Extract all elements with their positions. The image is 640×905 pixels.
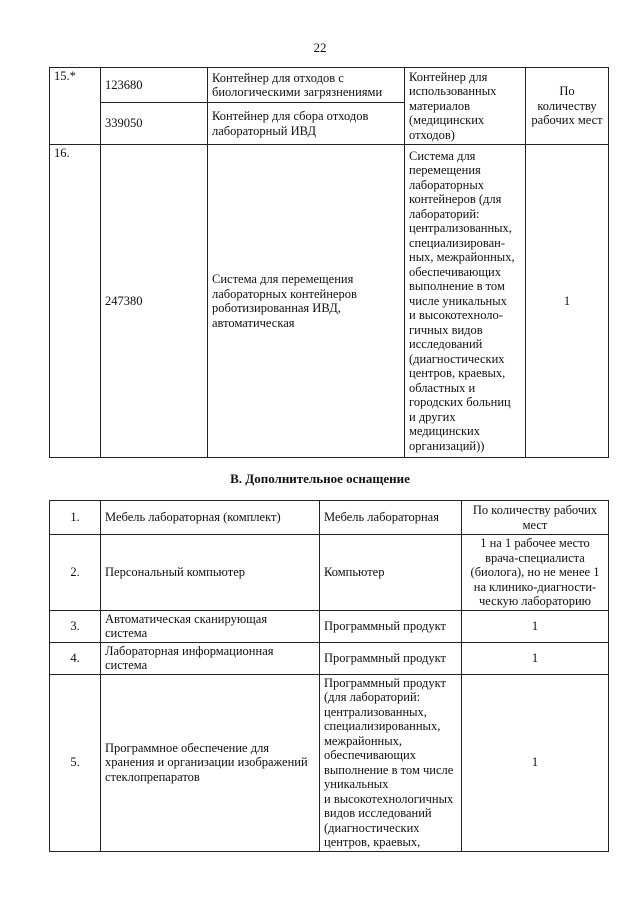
purpose-cell: Компьютер (320, 535, 462, 611)
quantity-cell: 1 (462, 674, 609, 851)
name-cell: Программное обеспечение для хранения и организации изображений стеклопрепаратов (101, 674, 320, 851)
additional-equipment-table (49, 500, 609, 852)
name-cell: Лабораторная информационная система (101, 642, 320, 674)
name-cell: Мебель лабораторная (комплект) (101, 501, 320, 535)
code-cell: 339050 (101, 103, 208, 145)
quantity-cell: 1 (462, 642, 609, 674)
row-number-cell: 16. (50, 145, 101, 458)
purpose-cell: Программный продукт (для лабораторий: централизованных, специализированных, межрайонных, обеспечивающих выполнение в том числе уникальных и высокотехнологичных видов исследований (диагностических центров, краевых, (320, 674, 462, 851)
table-row (50, 674, 609, 851)
row-number-cell: 5. (50, 674, 101, 851)
table-row (50, 68, 609, 103)
row-number-cell: 3. (50, 610, 101, 642)
code-cell: 247380 (101, 145, 208, 458)
purpose-cell: Программный продукт (320, 642, 462, 674)
purpose-cell: Программный продукт (320, 610, 462, 642)
row-number-cell: 2. (50, 535, 101, 611)
equipment-table-main (49, 67, 609, 458)
row-number-cell: 1. (50, 501, 101, 535)
table-row (50, 610, 609, 642)
quantity-cell: По количеству рабочих мест (462, 501, 609, 535)
row-number-cell: 4. (50, 642, 101, 674)
table-row (50, 535, 609, 611)
purpose-cell: Система для перемещения лабораторных контейнеров (для лабораторий: централизованных, специализирован- ных, межрайонных, обеспечивающих выполнение в том числе уникальных и высокотехноло- гичных видов исследований (диагностических центров, краевых, областных и городских больниц и других медицинских организаций)) (405, 145, 526, 458)
table-row (50, 642, 609, 674)
name-cell: Автоматическая сканирующая система (101, 610, 320, 642)
table-row (50, 145, 609, 458)
section-heading: В. Дополнительное оснащение (230, 471, 410, 486)
quantity-cell: 1 на 1 рабочее место врача-специалиста (биолога), но не менее 1 на клинико-диагности- ческую лабораторию (462, 535, 609, 611)
name-cell: Система для перемещения лабораторных контейнеров роботизированная ИВД, автоматическая (208, 145, 405, 458)
table-row (50, 501, 609, 535)
purpose-cell: Мебель лабораторная (320, 501, 462, 535)
quantity-cell: 1 (526, 145, 609, 458)
name-cell: Контейнер для отходов с биологическими загрязнениями (208, 68, 405, 103)
name-cell: Персональный компьютер (101, 535, 320, 611)
purpose-cell: Контейнер для использованных материалов (медицинских отходов) (405, 68, 526, 145)
code-cell: 123680 (101, 68, 208, 103)
page-number: 22 (313, 40, 327, 55)
quantity-cell: По количеству рабочих мест (526, 68, 609, 145)
quantity-cell: 1 (462, 610, 609, 642)
name-cell: Контейнер для сбора отходов лабораторный ИВД (208, 103, 405, 145)
row-number-cell: 15.* (50, 68, 101, 145)
